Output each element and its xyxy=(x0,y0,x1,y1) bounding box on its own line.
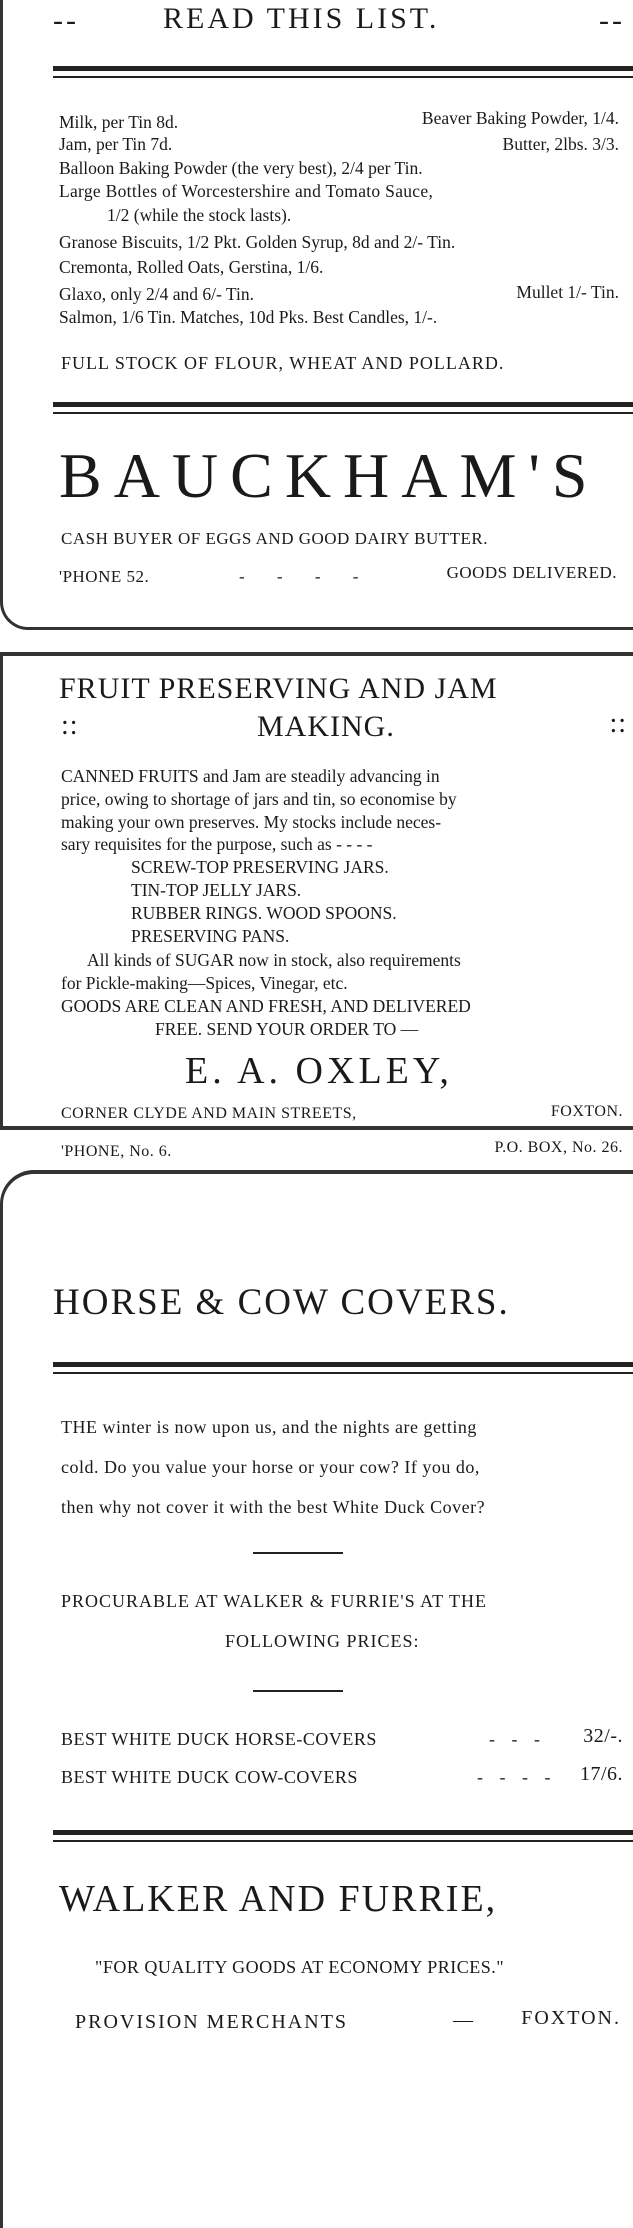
price-item: BEST WHITE DUCK HORSE-COVERS xyxy=(61,1729,377,1749)
slogan: "FOR QUALITY GOODS AT ECONOMY PRICES." xyxy=(95,1957,505,1977)
list-item: Beaver Baking Powder, 1/4. xyxy=(421,108,619,128)
list-item: 1/2 (while the stock lasts). xyxy=(107,205,292,225)
divider xyxy=(53,1830,633,1835)
trade-town: FOXTON. xyxy=(521,2007,621,2029)
headline-line-2: MAKING. xyxy=(257,710,395,743)
intro-line: cold. Do you value your horse or your cow? If you do, xyxy=(61,1457,480,1477)
body-line: sary requisites for the purpose, such as - - - - xyxy=(61,834,373,854)
headline: READ THIS LIST. xyxy=(163,2,440,35)
short-divider xyxy=(253,1690,343,1692)
list-item: Butter, 2lbs. 3/3. xyxy=(502,134,619,154)
advert-bauckhams xyxy=(0,0,633,630)
stock-line: FULL STOCK OF FLOUR, WHEAT AND POLLARD. xyxy=(61,353,505,373)
merchant-name: E. A. OXLEY, xyxy=(185,1050,453,1092)
po-box: P.O. BOX, No. 26. xyxy=(494,1139,623,1156)
dashes: - - - - xyxy=(239,567,373,586)
list-item: Cremonta, Rolled Oats, Gerstina, 1/6. xyxy=(59,257,324,277)
advert-walker-furrie xyxy=(0,1170,633,2228)
ornament-right: :: xyxy=(609,708,627,739)
list-item: Jam, per Tin 7d. xyxy=(59,134,173,154)
price-dashes: - - - - xyxy=(477,1767,557,1787)
price-value: 32/-. xyxy=(583,1725,623,1747)
trade: PROVISION MERCHANTS xyxy=(75,2011,349,2033)
headline: HORSE & COW COVERS. xyxy=(53,1282,510,1323)
body-line: FREE. SEND YOUR ORDER TO — xyxy=(155,1019,419,1039)
divider xyxy=(53,1372,633,1374)
phone: 'PHONE, No. 6. xyxy=(61,1143,172,1160)
body-line: CANNED FRUITS and Jam are steadily advancing in xyxy=(61,766,440,786)
list-item: Milk, per Tin 8d. xyxy=(59,112,179,132)
body-line: for Pickle-making—Spices, Vinegar, etc. xyxy=(61,973,348,993)
buyer-line: CASH BUYER OF EGGS AND GOOD DAIRY BUTTER. xyxy=(61,529,488,548)
divider xyxy=(53,402,633,407)
list-item: Granose Biscuits, 1/2 Pkt. Golden Syrup, 8d and 2/- Tin. xyxy=(59,232,456,252)
firm-name: WALKER AND FURRIE, xyxy=(59,1878,498,1920)
price-dashes: - - - xyxy=(489,1729,546,1749)
ornament-left: :: xyxy=(61,710,79,741)
divider xyxy=(53,76,633,78)
headline-ornament-right: -- xyxy=(599,4,625,37)
advert-oxley xyxy=(0,652,633,1160)
body-line: All kinds of SUGAR now in stock, also requirements xyxy=(87,950,461,970)
list-item: Mullet 1/- Tin. xyxy=(516,282,619,302)
procurable-line: FOLLOWING PRICES: xyxy=(225,1631,420,1651)
list-item: Balloon Baking Powder (the very best), 2/4 per Tin. xyxy=(59,158,423,178)
town: FOXTON. xyxy=(550,1103,623,1120)
headline-line-1: FRUIT PRESERVING AND JAM xyxy=(59,672,498,705)
list-item: Glaxo, only 2/4 and 6/- Tin. xyxy=(59,284,254,304)
phone: 'PHONE 52. xyxy=(59,567,150,586)
divider xyxy=(53,66,633,71)
body-line: PRESERVING PANS. xyxy=(131,926,290,946)
price-item: BEST WHITE DUCK COW-COVERS xyxy=(61,1767,358,1787)
headline-ornament-left: -- xyxy=(53,4,79,37)
address: CORNER CLYDE AND MAIN STREETS, xyxy=(61,1105,357,1122)
list-item: Large Bottles of Worcestershire and Tomato Sauce, xyxy=(59,181,434,201)
divider xyxy=(53,1362,633,1367)
intro-line: THE winter is now upon us, and the nights are getting xyxy=(61,1417,477,1437)
body-line: price, owing to shortage of jars and tin, so economise by xyxy=(61,789,457,809)
divider xyxy=(53,412,633,414)
goods-delivered: GOODS DELIVERED. xyxy=(446,563,617,582)
body-line: making your own preserves. My stocks include neces- xyxy=(61,812,442,832)
list-item: Salmon, 1/6 Tin. Matches, 10d Pks. Best Candles, 1/-. xyxy=(59,307,438,327)
body-line: TIN-TOP JELLY JARS. xyxy=(131,880,302,900)
body-line: GOODS ARE CLEAN AND FRESH, AND DELIVERED xyxy=(61,996,471,1016)
divider xyxy=(53,1840,633,1842)
procurable-line: PROCURABLE AT WALKER & FURRIE'S AT THE xyxy=(61,1591,487,1611)
short-divider xyxy=(253,1552,343,1554)
body-line: SCREW-TOP PRESERVING JARS. xyxy=(131,857,389,877)
price-value: 17/6. xyxy=(579,1763,623,1785)
body-line: RUBBER RINGS. WOOD SPOONS. xyxy=(131,903,397,923)
trade-dash: — xyxy=(453,2009,474,2031)
intro-line: then why not cover it with the best White Duck Cover? xyxy=(61,1497,486,1517)
brand-name: BAUCKHAM'S xyxy=(59,440,600,511)
